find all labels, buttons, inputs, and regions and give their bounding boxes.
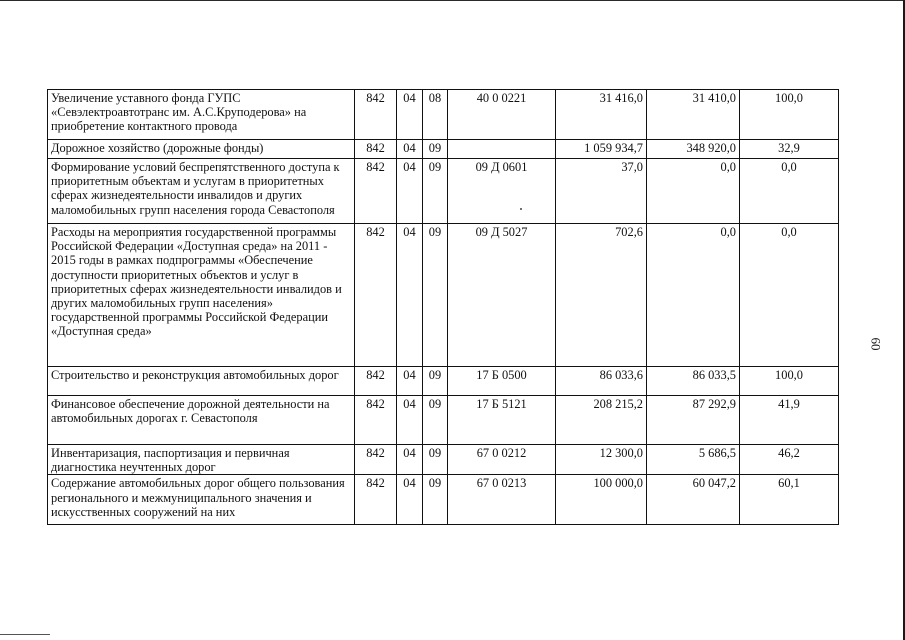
execution-percent-cell: 100,0 — [740, 367, 839, 396]
subsection-code-cell: 09 — [423, 367, 448, 396]
row-name-cell: Строительство и реконструкция автомобильных дорог — [48, 367, 355, 396]
plan-amount-cell: 31 416,0 — [556, 90, 647, 140]
table-row — [48, 90, 839, 140]
target-article-cell: 17 Б 0500 — [448, 367, 556, 396]
row-name-cell: Инвентаризация, паспортизация и первичная диагностика неучтенных дорог — [48, 445, 355, 475]
table-row — [48, 445, 839, 475]
budget-table-body — [48, 90, 839, 525]
target-article-cell: 67 0 0212 — [448, 445, 556, 475]
execution-percent-cell: 0,0 — [740, 159, 839, 224]
target-article-cell: 67 0 0213 — [448, 475, 556, 525]
execution-percent-cell: 41,9 — [740, 396, 839, 445]
scan-edge-top — [0, 0, 905, 1]
row-name-cell: Дорожное хозяйство (дорожные фонды) — [48, 140, 355, 159]
section-code-cell: 04 — [397, 140, 423, 159]
table-row — [48, 396, 839, 445]
row-name-cell: Финансовое обеспечение дорожной деятельности на автомобильных дорогах г. Севастополя — [48, 396, 355, 445]
target-article-cell: 09 Д 0601 — [448, 159, 556, 224]
plan-amount-cell: 12 300,0 — [556, 445, 647, 475]
page-number: 60 — [868, 337, 884, 351]
ved-code-cell: 842 — [355, 396, 397, 445]
scan-speck — [520, 208, 522, 210]
execution-percent-cell: 32,9 — [740, 140, 839, 159]
actual-amount-cell: 31 410,0 — [647, 90, 740, 140]
plan-amount-cell: 86 033,6 — [556, 367, 647, 396]
section-code-cell: 04 — [397, 475, 423, 525]
row-name-cell: Увеличение уставного фонда ГУПС «Севэлектроавтотранс им. А.С.Круподерова» на приобретение контактного провода — [48, 90, 355, 140]
subsection-code-cell: 08 — [423, 90, 448, 140]
subsection-code-cell: 09 — [423, 140, 448, 159]
execution-percent-cell: 60,1 — [740, 475, 839, 525]
execution-percent-cell: 0,0 — [740, 224, 839, 367]
subsection-code-cell: 09 — [423, 159, 448, 224]
row-name-cell: Содержание автомобильных дорог общего пользования регионального и межмуниципального значения и искусственных сооружений на них — [48, 475, 355, 525]
target-article-cell: 09 Д 5027 — [448, 224, 556, 367]
budget-table — [47, 89, 839, 525]
section-code-cell: 04 — [397, 445, 423, 475]
plan-amount-cell: 37,0 — [556, 159, 647, 224]
table-row — [48, 140, 839, 159]
table-row — [48, 159, 839, 224]
target-article-cell — [448, 140, 556, 159]
actual-amount-cell: 5 686,5 — [647, 445, 740, 475]
section-code-cell: 04 — [397, 224, 423, 367]
table-row — [48, 475, 839, 525]
plan-amount-cell: 208 215,2 — [556, 396, 647, 445]
table-row — [48, 367, 839, 396]
subsection-code-cell: 09 — [423, 396, 448, 445]
ved-code-cell: 842 — [355, 159, 397, 224]
section-code-cell: 04 — [397, 159, 423, 224]
plan-amount-cell: 702,6 — [556, 224, 647, 367]
target-article-cell: 17 Б 5121 — [448, 396, 556, 445]
ved-code-cell: 842 — [355, 224, 397, 367]
execution-percent-cell: 46,2 — [740, 445, 839, 475]
actual-amount-cell: 87 292,9 — [647, 396, 740, 445]
subsection-code-cell: 09 — [423, 475, 448, 525]
actual-amount-cell: 60 047,2 — [647, 475, 740, 525]
section-code-cell: 04 — [397, 367, 423, 396]
target-article-cell: 40 0 0221 — [448, 90, 556, 140]
table-row — [48, 224, 839, 367]
ved-code-cell: 842 — [355, 140, 397, 159]
ved-code-cell: 842 — [355, 367, 397, 396]
ved-code-cell: 842 — [355, 445, 397, 475]
row-name-cell: Расходы на мероприятия государственной программы Российской Федерации «Доступная среда» на 2011 - 2015 годы в рамках подпрограммы «Обеспечение доступности приоритетных объектов и услуг в приоритетных сферах жизнедеятельности инвалидов и других маломобильных групп населения» государственной программы Российской Федерации «Доступная среда» — [48, 224, 355, 367]
plan-amount-cell: 100 000,0 — [556, 475, 647, 525]
row-name-cell: Формирование условий беспрепятственного доступа к приоритетным объектам и услугам в приоритетных сферах жизнедеятельности инвалидов и других маломобильных групп населения города Севастополя — [48, 159, 355, 224]
section-code-cell: 04 — [397, 396, 423, 445]
actual-amount-cell: 86 033,5 — [647, 367, 740, 396]
ved-code-cell: 842 — [355, 475, 397, 525]
actual-amount-cell: 0,0 — [647, 159, 740, 224]
subsection-code-cell: 09 — [423, 224, 448, 367]
ved-code-cell: 842 — [355, 90, 397, 140]
actual-amount-cell: 348 920,0 — [647, 140, 740, 159]
subsection-code-cell: 09 — [423, 445, 448, 475]
actual-amount-cell: 0,0 — [647, 224, 740, 367]
execution-percent-cell: 100,0 — [740, 90, 839, 140]
scan-edge-mark — [0, 634, 50, 635]
section-code-cell: 04 — [397, 90, 423, 140]
plan-amount-cell: 1 059 934,7 — [556, 140, 647, 159]
